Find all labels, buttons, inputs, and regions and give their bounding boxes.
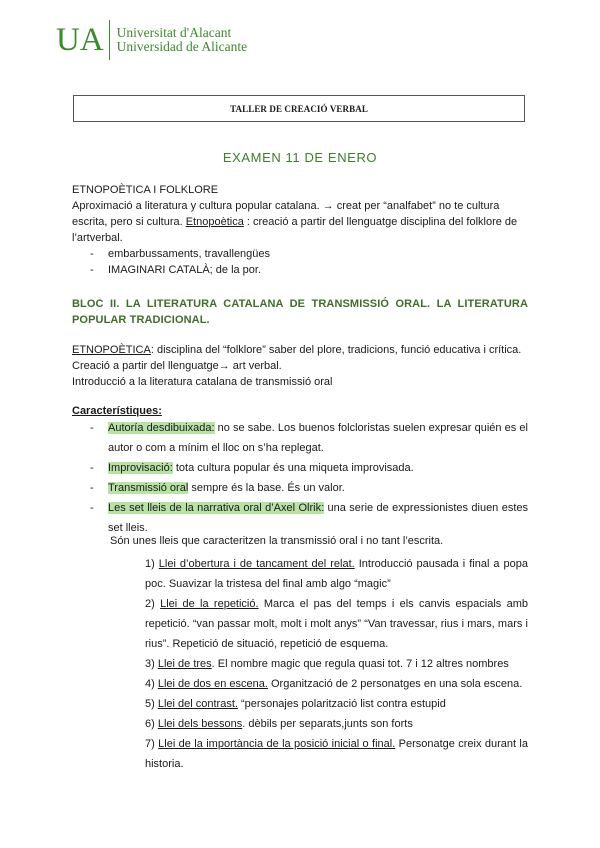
intro-paragraph <box>72 198 532 246</box>
law-number: 5) <box>145 698 158 710</box>
laws-intro: Són unes lleis que caracteritzen la transmissió oral i no tant l’escrita. <box>110 535 444 547</box>
law-title: Llei d’obertura i de tancament del relat. <box>158 558 355 570</box>
law-text: Introducció pausada i final a popa poc. Suavizar la tristesa del final amb algo “magic” <box>145 558 528 590</box>
intro-list <box>72 246 532 278</box>
intro-heading: ETNOPOÈTICA I FOLKLORE <box>72 184 219 196</box>
list-item <box>72 458 528 478</box>
law-item <box>145 674 528 694</box>
etnopoetica-line-3: Introducció a la literatura catalana de transmissió oral <box>72 376 333 388</box>
law-item <box>145 654 528 674</box>
law-title: Llei dels bessons <box>157 718 243 730</box>
law-number: 2) <box>145 598 161 610</box>
law-number: 3) <box>145 658 158 670</box>
intro-text-1: Aproximació a literatura y cultura popular catalana. → creat per “analfabet” no te cultura escrita, pero si cultura. <box>72 200 500 228</box>
law-text: . dèbils per separats,junts son forts <box>242 718 413 730</box>
law-item <box>145 714 528 734</box>
university-name-ca: Universitat d'Alacant <box>116 25 232 40</box>
bloc-heading: BLOC II. LA LITERATURA CATALANA DE TRANSMISSIÓ ORAL. LA LITERATURA POPULAR TRADICIONAL. <box>72 298 528 326</box>
law-text: . El nombre magic que regula quasi tot. 7 i 12 altres nombres <box>211 658 509 670</box>
law-title: Llei de tres <box>157 658 212 670</box>
feature-text: una serie de expressionistes diuen estes set lleis. <box>108 502 528 534</box>
law-title: Llei de la repetició. <box>160 598 259 610</box>
etnopoetica-term: ETNOPOÈTICA <box>72 344 151 356</box>
law-number: 7) <box>145 738 159 750</box>
law-title: Llei de la importància de la posició inicial o final. <box>158 738 396 750</box>
list-item <box>72 478 528 498</box>
logo-divider <box>109 20 110 60</box>
law-item <box>145 734 528 774</box>
law-number: 6) <box>145 718 158 730</box>
document-title: TALLER DE CREACIÓ VERBAL <box>73 95 525 122</box>
law-number: 4) <box>145 678 158 690</box>
list-item: - embarbussaments, travallengües <box>72 246 532 262</box>
law-number: 1) <box>145 558 159 570</box>
law-text: Personatge creix durant la historia. <box>145 738 528 770</box>
intro-section <box>72 182 532 278</box>
law-item <box>145 554 528 594</box>
exam-title: EXAMEN 11 DE ENERO <box>222 150 378 165</box>
university-name-es: Universidad de Alicante <box>116 39 248 54</box>
etnopoetica-line-2: Creació a partir del llenguatge→ art verbal. <box>72 360 282 372</box>
etnopoetica-section <box>72 342 532 390</box>
law-title: Llei de dos en escena. <box>157 678 268 690</box>
law-text: Organització de 2 personatges en una sola escena. <box>267 678 523 690</box>
logo-text <box>117 26 247 54</box>
features-list <box>72 418 528 538</box>
feature-highlight: Transmissió oral <box>108 482 189 494</box>
feature-text: no se sabe. Los buenos folcloristas suelen expresar quién es el autor o com a mínim el lloc on s’ha replegat. <box>108 422 528 454</box>
features-section <box>72 404 528 538</box>
list-item: - IMAGINARI CATALÀ; de la por. <box>72 262 532 278</box>
university-logo <box>56 18 247 62</box>
etnopoetica-text: : disciplina del “folklore” saber del plore, tradicions, funció educativa i crítica. <box>150 344 522 356</box>
list-item <box>72 498 528 538</box>
etnopoetica-definition <box>72 342 532 358</box>
law-text: Marca el pas del temps i els canvis espacials amb repetició. “van passar molt, molt i molt anys” “Van travessar, rius i mars, mars i rius”. Repetició de situació, repetició de esquema. <box>145 598 529 650</box>
list-item <box>72 418 528 458</box>
law-item <box>145 694 528 714</box>
law-title: Llei del contrast. <box>157 698 238 710</box>
intro-text-2: : creació a partir del llenguatge disciplina del folklore de l’artverbal. <box>72 216 518 244</box>
feature-text: tota cultura popular és una miqueta improvisada. <box>172 462 414 474</box>
logo-mark: UA <box>56 21 104 58</box>
feature-text: sempre és la base. És un valor. <box>188 482 345 494</box>
laws-list <box>145 554 528 774</box>
features-heading: Característiques: <box>72 405 162 417</box>
feature-highlight: Les set lleis de la narrativa oral d’Axel Olrik: <box>108 502 325 514</box>
feature-highlight: Autoría desdibuixada: <box>108 422 215 434</box>
intro-term: Etnopoètica <box>185 216 244 228</box>
law-item <box>145 594 528 654</box>
feature-highlight: Improvisació: <box>108 462 173 474</box>
law-text: “personajes polarització list contra estupid <box>237 698 446 710</box>
